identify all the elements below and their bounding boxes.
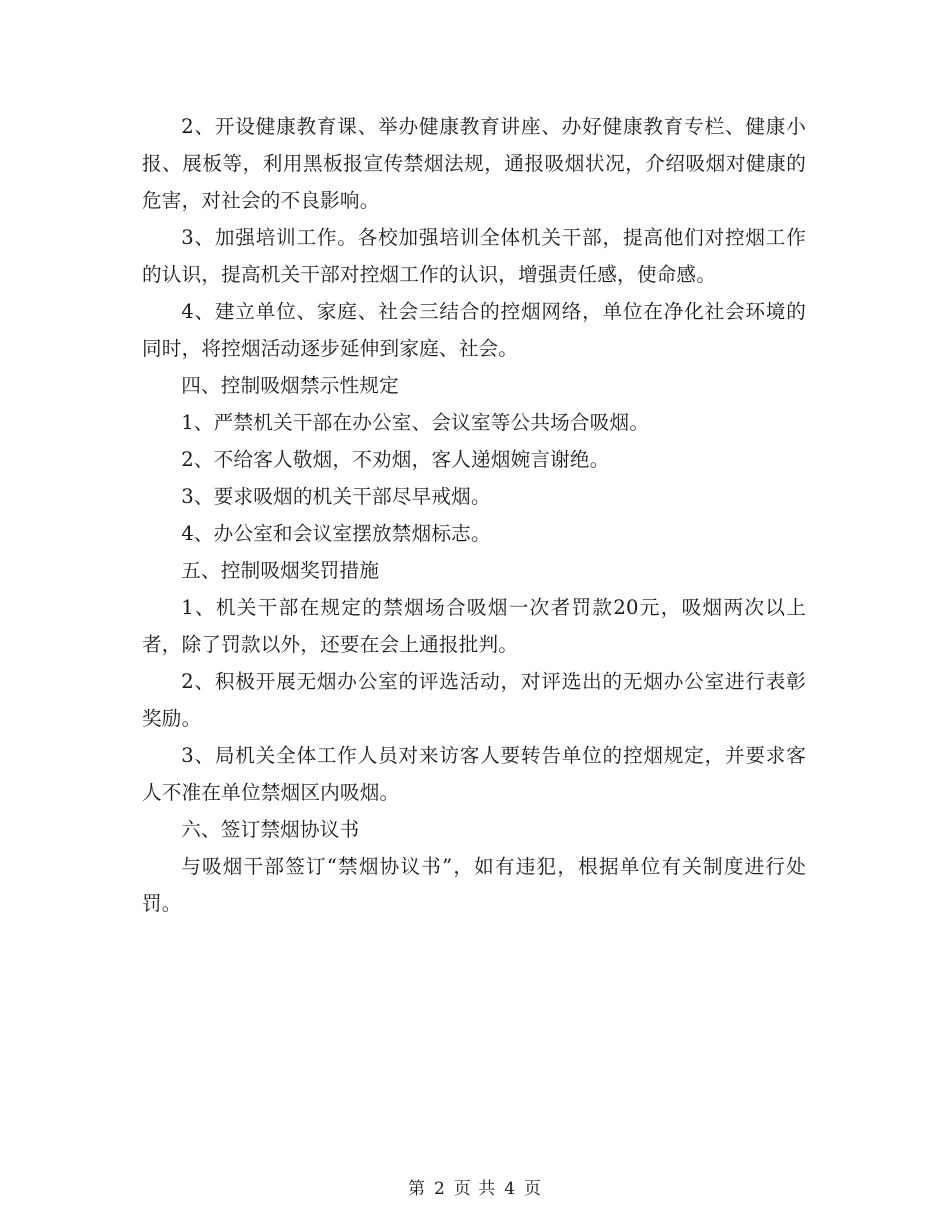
- agreement-paragraph: 与吸烟干部签订“禁烟协议书”，如有违犯，根据单位有关制度进行处罚。: [142, 855, 806, 915]
- footer-prefix: 第: [407, 1179, 426, 1199]
- rule-item-2: 2、不给客人敬烟，不劝烟，客人递烟婉言谢绝。: [181, 448, 610, 471]
- footer-suffix: 页: [524, 1179, 543, 1199]
- section-heading-5: 五、控制吸烟奖罚措施: [181, 559, 380, 582]
- measure-item-1: 1、机关干部在规定的禁烟场合吸烟一次者罚款20元，吸烟两次以上者，除了罚款以外，还要在会上通报批判。: [142, 596, 806, 656]
- paragraph-item-4-network: 4、建立单位、家庭、社会三结合的控烟网络，单位在净化社会环境的同时，将控烟活动逐步延伸到家庭、社会。: [142, 300, 806, 360]
- paragraph-item-3-training: 3、加强培训工作。各校加强培训全体机关干部，提高他们对控烟工作的认识，提高机关干部对控烟工作的认识，增强责任感，使命感。: [142, 226, 806, 286]
- rule-item-3: 3、要求吸烟的机关干部尽早戒烟。: [181, 485, 491, 508]
- document-body: [142, 108, 806, 922]
- measure-item-3: 3、局机关全体工作人员对来访客人要转告单位的控烟规定，并要求客人不准在单位禁烟区内吸烟。: [142, 744, 806, 804]
- paragraph-item-2-health-education: 2、开设健康教育课、举办健康教育讲座、办好健康教育专栏、健康小报、展板等，利用黑板报宣传禁烟法规，通报吸烟状况，介绍吸烟对健康的危害，对社会的不良影响。: [142, 115, 806, 212]
- page-number-footer: [0, 1178, 950, 1200]
- footer-middle: 页 共: [453, 1179, 497, 1199]
- footer-total-pages: 4: [504, 1179, 517, 1199]
- rule-item-1: 1、严禁机关干部在办公室、会议室等公共场合吸烟。: [181, 411, 650, 434]
- section-heading-6: 六、签订禁烟协议书: [181, 818, 360, 841]
- section-heading-4: 四、控制吸烟禁示性规定: [181, 374, 399, 397]
- rule-item-4: 4、办公室和会议室摆放禁烟标志。: [181, 522, 491, 545]
- footer-current-page: 2: [433, 1179, 446, 1199]
- measure-item-2: 2、积极开展无烟办公室的评选活动，对评选出的无烟办公室进行表彰奖励。: [142, 670, 806, 730]
